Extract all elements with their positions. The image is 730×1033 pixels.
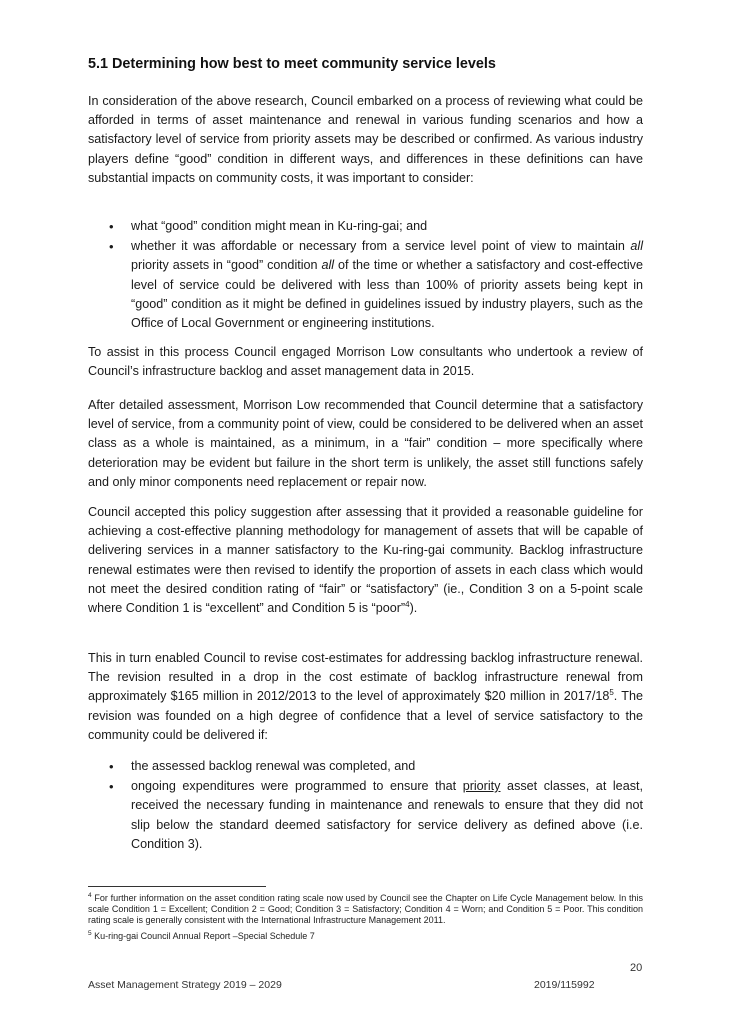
- footnote-4: $^4$ For further information on the asset condition rating scale now used by Council see the Chapter on Life Cycle Management below. In this scale Condition 1 = Excellent; Condition 2 = Good; Condition 3 = Satisfactory; Condition 4 = Worn; and Condition 5 = Poor. This condition rating scale is generally consistent with the International Infrastructure Management 2011.: [88, 892, 643, 926]
- list-item: • what “good” condition might mean in Ku-ring-gai; and: [88, 217, 643, 236]
- footer-document-number: 2019/115992: [534, 979, 595, 991]
- footer-document-title: Asset Management Strategy 2019 – 2029: [88, 979, 282, 991]
- bullet-list-considerations: [88, 217, 643, 334]
- footnote-5: $^5$ Ku-ring-gai Council Annual Report –Special Schedule 7: [88, 930, 315, 941]
- paragraph-policy: Council accepted this policy suggestion after assessing that it provided a reasonable guideline for achieving a cost-effective planning methodology for management of assets that will be capable of delivering services in a manner satisfactory to the Ku-ring-gai community. Backlog infrastructure renewal estimates were then revised to identify the proportion of assets in each class which would not meet the desired condition rating of “fair” or “satisfactory” (ie., Condition 3 on a 5-point scale where Condition 1 is “excellent” and Condition 5 is “poor”$^4$).: [88, 505, 643, 616]
- page-number: 20: [630, 962, 643, 974]
- list-item: • ongoing expenditures were programmed to ensure that priority asset classes, at least, received the necessary funding in maintenance and renewals to ensure that they did not slip below the standard deemed satisfactory for service delivery as defined above (i.e. Condition 3).: [88, 777, 643, 854]
- bullet-list-conditions: [88, 757, 643, 855]
- paragraph-intro: In consideration of the above research, Council embarked on a process of reviewing what could be afforded in terms of asset maintenance and renewal in various funding scenarios and how a satisfactory level of service from priority assets may be described or confirmed. As various industry players define “good” condition in different ways, and differences in these definitions can have substantial impacts on community costs, it was important to consider:: [88, 94, 643, 185]
- footnote-ref-4: 4: [405, 599, 410, 609]
- footnote-divider: [88, 886, 266, 887]
- paragraph-revision: This in turn enabled Council to revise cost-estimates for addressing backlog infrastructure renewal. The revision resulted in a drop in the cost estimate of backlog infrastructure renewal from approximately $165 million in 2012/2013 to the level of approximately $20 million in $2017/18^5$. The revision was founded on a high degree of confidence that a level of service satisfactory to the community could be delivered if:: [88, 651, 643, 742]
- footnote-ref-5: 5: [609, 688, 614, 698]
- paragraph-morrison-low: To assist in this process Council engaged Morrison Low consultants who undertook a review of Council’s infrastructure backlog and asset management data in 2015.: [88, 345, 643, 379]
- list-item: • the assessed backlog renewal was completed, and: [88, 757, 643, 776]
- section-heading: 5.1 Determining how best to meet community service levels: [88, 56, 496, 72]
- list-item: • whether it was affordable or necessary from a service level point of view to maintain all priority assets in “good” condition all of the time or whether a satisfactory and cost-effective level of service could be delivered with less than 100% of priority assets being kept in “good” condition as it might be defined in guidelines issued by industry players, such as the Office of Local Government or engineering institutions.: [88, 237, 643, 333]
- paragraph-assessment: After detailed assessment, Morrison Low recommended that Council determine that a satisfactory level of service, from a community point of view, could be considered to be delivered when an asset class as a whole is maintained, as a minimum, in a “fair” condition – more specifically where deterioration may be evident but failure in the short term is unlikely, the asset still functions safely and only minor components need replacement or repair now.: [88, 398, 643, 489]
